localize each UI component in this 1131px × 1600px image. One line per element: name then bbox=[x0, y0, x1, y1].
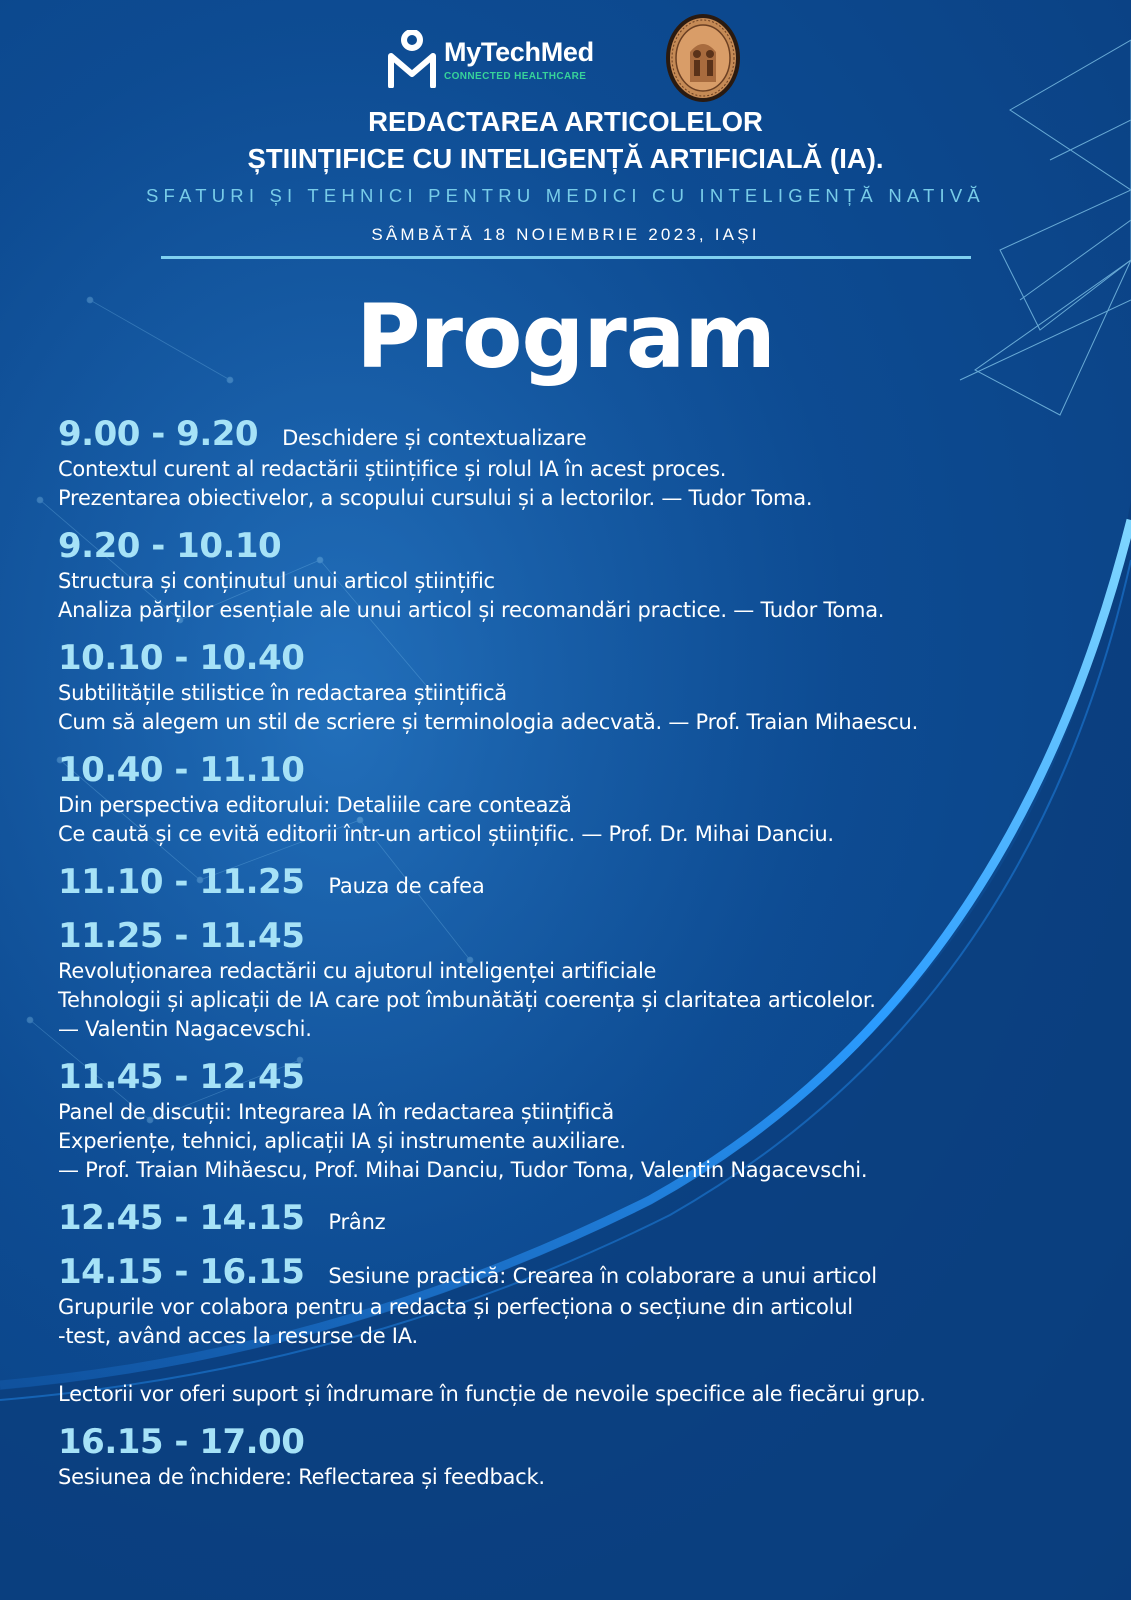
agenda-session bbox=[58, 1251, 1118, 1409]
brand-name: MyTechMed bbox=[444, 36, 594, 67]
session-title: Pauza de cafea bbox=[328, 874, 485, 898]
agenda-list bbox=[58, 413, 1118, 1504]
session-header bbox=[58, 1197, 1118, 1239]
session-description-line: Panel de discuții: Integrarea IA în redactarea științifică bbox=[58, 1100, 614, 1124]
session-description-line: Analiza părților esențiale ale unui articol și recomandări practice. — Tudor Toma. bbox=[58, 598, 885, 622]
session-description-line: Experiențe, tehnici, aplicații IA și instrumente auxiliare. bbox=[58, 1129, 626, 1153]
session-description-line: Din perspectiva editorului: Detaliile care contează bbox=[58, 793, 572, 817]
brand-tagline: CONNECTED HEALTHCARE bbox=[444, 70, 587, 82]
session-description-line: — Prof. Traian Mihăescu, Prof. Mihai Danciu, Tudor Toma, Valentin Nagacevschi. bbox=[58, 1158, 868, 1182]
session-description-line: Structura și conținutul unui articol științific bbox=[58, 569, 495, 593]
session-title: Prânz bbox=[328, 1210, 386, 1234]
agenda-session bbox=[58, 525, 1118, 625]
session-header bbox=[58, 1421, 1118, 1463]
session-header bbox=[58, 637, 1118, 679]
event-title-line-2: ȘTIINȚIFICE CU INTELIGENȚĂ ARTIFICIALĂ (IA). bbox=[247, 143, 884, 174]
session-time: 16.15 - 17.00 bbox=[58, 1422, 305, 1462]
session-description-line: Cum să alegem un stil de scriere și terminologia adecvată. — Prof. Traian Mihaescu. bbox=[58, 710, 919, 734]
session-title: Deschidere și contextualizare bbox=[282, 426, 587, 450]
session-description-line: Tehnologii și aplicații de IA care pot îmbunătăți coerența și claritatea articolelor. bbox=[58, 988, 876, 1012]
session-description-line: Subtilitățile stilistice în redactarea științifică bbox=[58, 681, 507, 705]
session-description-line: Lectorii vor oferi suport și îndrumare în funcție de nevoile specifice ale fiecărui grup. bbox=[58, 1382, 926, 1406]
program-heading: Program bbox=[356, 285, 775, 388]
session-header bbox=[58, 861, 1118, 903]
agenda-session bbox=[58, 413, 1118, 513]
session-time: 14.15 - 16.15 bbox=[58, 1252, 305, 1292]
session-time: 9.00 - 9.20 bbox=[58, 414, 259, 454]
session-description-line: Grupurile vor colabora pentru a redacta și perfecționa o secțiune din articolul bbox=[58, 1295, 853, 1319]
agenda-session bbox=[58, 637, 1118, 737]
session-time: 11.25 - 11.45 bbox=[58, 916, 305, 956]
event-subtitle: SFATURI ȘI TEHNICI PENTRU MEDICI CU INTELIGENȚĂ NATIVĂ bbox=[146, 185, 985, 206]
session-header bbox=[58, 915, 1118, 957]
session-time: 9.20 - 10.10 bbox=[58, 526, 282, 566]
agenda-session bbox=[58, 749, 1118, 849]
university-seal-icon bbox=[664, 12, 742, 104]
session-time: 11.45 - 12.45 bbox=[58, 1057, 305, 1097]
mytechmed-logo-icon bbox=[388, 30, 436, 88]
session-header bbox=[58, 1056, 1118, 1098]
session-time: 11.10 - 11.25 bbox=[58, 862, 305, 902]
agenda-session bbox=[58, 1197, 1118, 1239]
session-description-line: Sesiunea de închidere: Reflectarea și feedback. bbox=[58, 1465, 545, 1489]
session-description-line: Contextul curent al redactării științifice și rolul IA în acest proces. bbox=[58, 457, 727, 481]
header-divider bbox=[161, 256, 971, 259]
brand-logo bbox=[388, 30, 594, 88]
session-time: 10.40 - 11.10 bbox=[58, 750, 305, 790]
agenda-session bbox=[58, 1421, 1118, 1492]
session-header bbox=[58, 413, 1118, 455]
event-date: SÂMBĂTĂ 18 NOIEMBRIE 2023, IAȘI bbox=[371, 225, 760, 244]
agenda-session bbox=[58, 861, 1118, 903]
session-description-line: Revoluționarea redactării cu ajutorul inteligenței artificiale bbox=[58, 959, 657, 983]
session-description-line: -test, având acces la resurse de IA. bbox=[58, 1324, 418, 1348]
session-description-line: Ce caută și ce evită editorii într-un articol științific. — Prof. Dr. Mihai Danciu. bbox=[58, 822, 834, 846]
agenda-session bbox=[58, 1056, 1118, 1185]
session-header bbox=[58, 749, 1118, 791]
session-title: Sesiune practică: Crearea în colaborare a unui articol bbox=[328, 1264, 877, 1288]
session-time: 10.10 - 10.40 bbox=[58, 638, 305, 678]
session-time: 12.45 - 14.15 bbox=[58, 1198, 305, 1238]
agenda-session bbox=[58, 915, 1118, 1044]
session-header bbox=[58, 525, 1118, 567]
session-description-line: — Valentin Nagacevschi. bbox=[58, 1017, 312, 1041]
session-header bbox=[58, 1251, 1118, 1293]
session-description-line: Prezentarea obiectivelor, a scopului cursului și a lectorilor. — Tudor Toma. bbox=[58, 486, 813, 510]
event-title-line-1: REDACTAREA ARTICOLELOR bbox=[368, 106, 763, 137]
